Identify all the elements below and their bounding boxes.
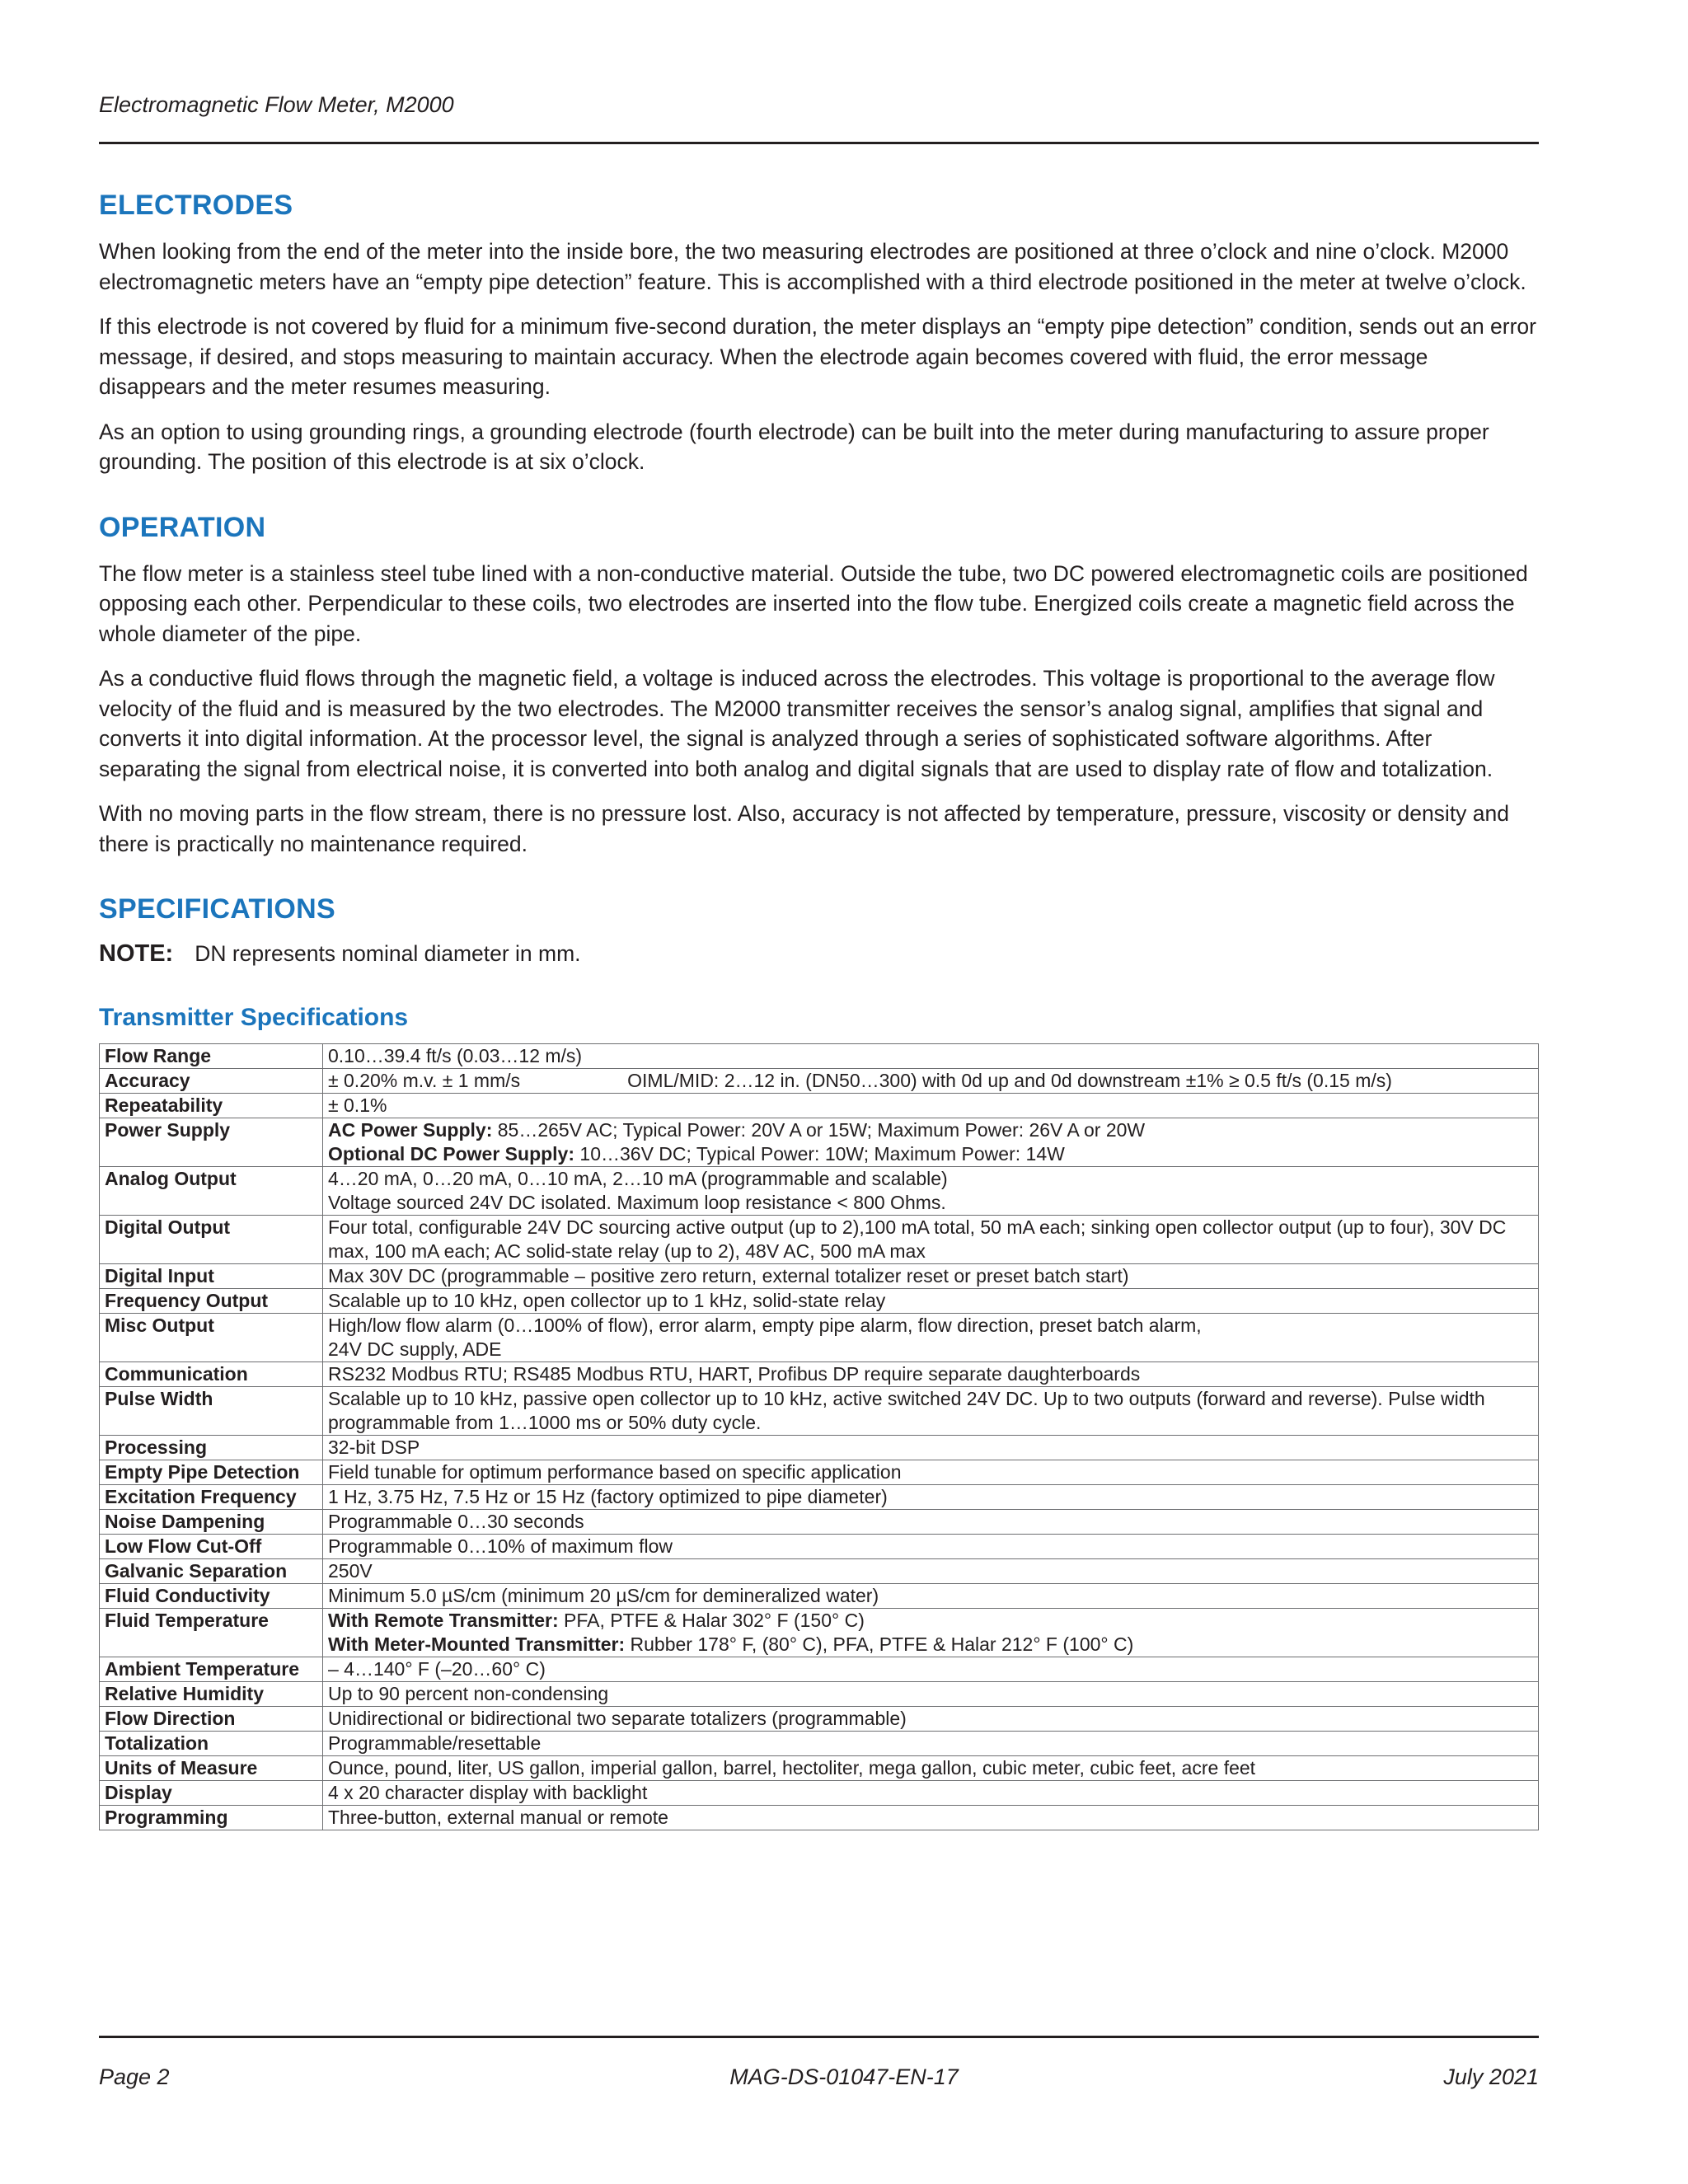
spec-value: 1 Hz, 3.75 Hz, 7.5 Hz or 15 Hz (factory optimized to pipe diameter) — [323, 1485, 1539, 1510]
misc-output-line-2: 24V DC supply, ADE — [328, 1338, 502, 1360]
operation-heading: OPERATION — [99, 511, 266, 543]
table-row — [100, 1094, 1539, 1118]
spec-value: 32-bit DSP — [323, 1436, 1539, 1460]
table-row — [100, 1732, 1539, 1756]
dc-power-label: Optional DC Power Supply: — [328, 1143, 575, 1165]
spec-label: Accuracy — [100, 1069, 323, 1094]
spec-value: Scalable up to 10 kHz, open collector up to 1 kHz, solid-state relay — [323, 1289, 1539, 1314]
table-row — [100, 1069, 1539, 1094]
publication-date: July 2021 — [1443, 2064, 1539, 2089]
table-row — [100, 1781, 1539, 1806]
table-row — [100, 1485, 1539, 1510]
spec-value — [323, 1167, 1539, 1216]
spec-value: ± 0.1% — [323, 1094, 1539, 1118]
table-row — [100, 1167, 1539, 1216]
spec-label: Relative Humidity — [100, 1682, 323, 1707]
table-row — [100, 1682, 1539, 1707]
spec-label: Noise Dampening — [100, 1510, 323, 1535]
spec-label: Pulse Width — [100, 1387, 323, 1436]
header-rule — [99, 142, 1539, 144]
spec-value: 0.10…39.4 ft/s (0.03…12 m/s) — [323, 1044, 1539, 1069]
spec-label: Fluid Conductivity — [100, 1584, 323, 1609]
spec-value — [323, 1118, 1539, 1167]
spec-value — [323, 1069, 1539, 1094]
spec-value: Four total, configurable 24V DC sourcing active output (up to 2),100 mA total, 50 mA each; sinking open collector output (up to four), 30V DC max, 100 mA each; AC solid-state relay (up to 2), 48V AC, 500 mA max — [323, 1216, 1539, 1264]
table-row — [100, 1436, 1539, 1460]
spec-label: Fluid Temperature — [100, 1609, 323, 1657]
ac-power-text: 85…265V AC; Typical Power: 20V A or 15W; Maximum Power: 26V A or 20W — [492, 1119, 1146, 1141]
document-header-title: Electromagnetic Flow Meter, M2000 — [99, 92, 454, 117]
spec-label: Galvanic Separation — [100, 1559, 323, 1584]
spec-value: Scalable up to 10 kHz, passive open collector up to 10 kHz, active switched 24V DC. Up to two outputs (forward and reverse). Pulse width programmable from 1…1000 ms or 50% duty cycle. — [323, 1387, 1539, 1436]
spec-value: – 4…140° F (–20…60° C) — [323, 1657, 1539, 1682]
table-row — [100, 1314, 1539, 1362]
ac-power-label: AC Power Supply: — [328, 1119, 493, 1141]
document-id: MAG-DS-01047-EN-17 — [729, 2064, 959, 2089]
spec-value: Programmable 0…30 seconds — [323, 1510, 1539, 1535]
operation-paragraph-3: With no moving parts in the flow stream, there is no pressure lost. Also, accuracy is not affected by temperature, pressure, viscosity or density and there is practically no maintenance required. — [99, 801, 1510, 856]
specifications-section — [99, 893, 1539, 1830]
spec-label: Communication — [100, 1362, 323, 1387]
spec-label: Totalization — [100, 1732, 323, 1756]
spec-label: Repeatability — [100, 1094, 323, 1118]
spec-value: Programmable 0…10% of maximum flow — [323, 1535, 1539, 1559]
spec-label: Analog Output — [100, 1167, 323, 1216]
spec-value: Ounce, pound, liter, US gallon, imperial gallon, barrel, hectoliter, mega gallon, cubic meter, cubic feet, acre feet — [323, 1756, 1539, 1781]
footer-rule — [99, 2036, 1539, 2038]
spec-label: Misc Output — [100, 1314, 323, 1362]
table-row — [100, 1289, 1539, 1314]
table-row — [100, 1707, 1539, 1732]
spec-value — [323, 1609, 1539, 1657]
table-row — [100, 1044, 1539, 1069]
transmitter-specifications-heading: Transmitter Specifications — [99, 1004, 409, 1031]
spec-label: Processing — [100, 1436, 323, 1460]
spec-value: Field tunable for optimum performance based on specific application — [323, 1460, 1539, 1485]
spec-label: Programming — [100, 1806, 323, 1830]
table-row — [100, 1756, 1539, 1781]
spec-label: Excitation Frequency — [100, 1485, 323, 1510]
analog-output-line-1: 4…20 mA, 0…20 mA, 0…10 mA, 2…10 mA (programmable and scalable) — [328, 1168, 948, 1189]
electrodes-paragraph-1: When looking from the end of the meter into the inside bore, the two measuring electrodes are positioned at three o’clock and nine o’clock. M2000 electromagnetic meters have an “empty pipe detection” feature. This is accomplished with a third electrode positioned in the meter at twelve o’clock. — [99, 239, 1526, 294]
table-row — [100, 1806, 1539, 1830]
spec-value: Unidirectional or bidirectional two separate totalizers (programmable) — [323, 1707, 1539, 1732]
spec-label: Power Supply — [100, 1118, 323, 1167]
spec-label: Ambient Temperature — [100, 1657, 323, 1682]
note-text: DN represents nominal diameter in mm. — [195, 941, 581, 966]
table-row — [100, 1264, 1539, 1289]
electrodes-heading: ELECTRODES — [99, 190, 293, 221]
spec-label: Flow Direction — [100, 1707, 323, 1732]
operation-paragraph-2: As a conductive fluid flows through the magnetic field, a voltage is induced across the electrodes. This voltage is proportional to the average flow velocity of the fluid and is measured by the two electrodes. The M2000 transmitter receives the sensor’s analog signal, amplifies that signal and converts it into digital information. At the processor level, the signal is analyzed through a series of sophisticated software algorithms. After separating the signal from electrical noise, it is converted into both analog and digital signals that are used to display rate of flow and totalization. — [99, 666, 1495, 781]
table-row — [100, 1657, 1539, 1682]
accuracy-value-oiml: OIML/MID: 2…12 in. (DN50…300) with 0d up and 0d downstream ±1% ≥ 0.5 ft/s (0.15 m/s) — [627, 1070, 1392, 1091]
spec-value — [323, 1314, 1539, 1362]
table-row — [100, 1387, 1539, 1436]
spec-value: Up to 90 percent non-condensing — [323, 1682, 1539, 1707]
spec-label: Frequency Output — [100, 1289, 323, 1314]
table-row — [100, 1118, 1539, 1167]
electrodes-paragraph-3: As an option to using grounding rings, a grounding electrode (fourth electrode) can be built into the meter during manufacturing to assure proper grounding. The position of this electrode is at six o’clock. — [99, 419, 1489, 474]
spec-label: Low Flow Cut-Off — [100, 1535, 323, 1559]
accuracy-value-main: ± 0.20% m.v. ± 1 mm/s — [328, 1070, 521, 1091]
analog-output-line-2: Voltage sourced 24V DC isolated. Maximum loop resistance < 800 Ohms. — [328, 1192, 946, 1213]
spec-value: Programmable/resettable — [323, 1732, 1539, 1756]
table-row — [100, 1460, 1539, 1485]
spec-label: Display — [100, 1781, 323, 1806]
dc-power-text: 10…36V DC; Typical Power: 10W; Maximum Power: 14W — [574, 1143, 1065, 1165]
spec-value: 4 x 20 character display with backlight — [323, 1781, 1539, 1806]
operation-paragraph-1: The flow meter is a stainless steel tube lined with a non-conductive material. Outside the tube, two DC powered electromagnetic coils are positioned opposing each other. Perpendicular to these coils, two electrodes are inserted into the flow tube. Energized coils create a magnetic field across the whole diameter of the pipe. — [99, 560, 1528, 646]
electrodes-section — [99, 190, 1539, 477]
table-row — [100, 1362, 1539, 1387]
table-row — [100, 1535, 1539, 1559]
note — [99, 940, 1539, 968]
mounted-transmitter-text: Rubber 178° F, (80° C), PFA, PTFE & Halar 212° F (100° C) — [625, 1633, 1134, 1655]
spec-value: Max 30V DC (programmable – positive zero return, external totalizer reset or preset batch start) — [323, 1264, 1539, 1289]
specifications-heading: SPECIFICATIONS — [99, 893, 335, 925]
misc-output-line-1: High/low flow alarm (0…100% of flow), error alarm, empty pipe alarm, flow direction, preset batch alarm, — [328, 1315, 1202, 1336]
remote-transmitter-text: PFA, PTFE & Halar 302° F (150° C) — [558, 1610, 865, 1631]
table-row — [100, 1216, 1539, 1264]
table-row — [100, 1510, 1539, 1535]
spec-value: Minimum 5.0 µS/cm (minimum 20 µS/cm for demineralized water) — [323, 1584, 1539, 1609]
spec-label: Digital Output — [100, 1216, 323, 1264]
page-content — [99, 190, 1539, 1830]
spec-label: Units of Measure — [100, 1756, 323, 1781]
table-row — [100, 1584, 1539, 1609]
spec-value: RS232 Modbus RTU; RS485 Modbus RTU, HART, Profibus DP require separate daughterboards — [323, 1362, 1539, 1387]
note-label: NOTE: — [99, 940, 174, 967]
spec-value: Three-button, external manual or remote — [323, 1806, 1539, 1830]
page-number: Page 2 — [99, 2064, 170, 2089]
transmitter-spec-table — [99, 1043, 1539, 1830]
electrodes-paragraph-2: If this electrode is not covered by fluid for a minimum five-second duration, the meter displays an “empty pipe detection” condition, sends out an error message, if desired, and stops measuring to maintain accuracy. When the electrode again becomes covered with fluid, the error message disappears and the meter resumes measuring. — [99, 314, 1536, 399]
operation-section — [99, 512, 1539, 860]
spec-label: Empty Pipe Detection — [100, 1460, 323, 1485]
spec-value: 250V — [323, 1559, 1539, 1584]
table-row — [100, 1609, 1539, 1657]
spec-label: Digital Input — [100, 1264, 323, 1289]
mounted-transmitter-label: With Meter-Mounted Transmitter: — [328, 1633, 626, 1655]
remote-transmitter-label: With Remote Transmitter: — [328, 1610, 559, 1631]
table-row — [100, 1559, 1539, 1584]
spec-label: Flow Range — [100, 1044, 323, 1069]
